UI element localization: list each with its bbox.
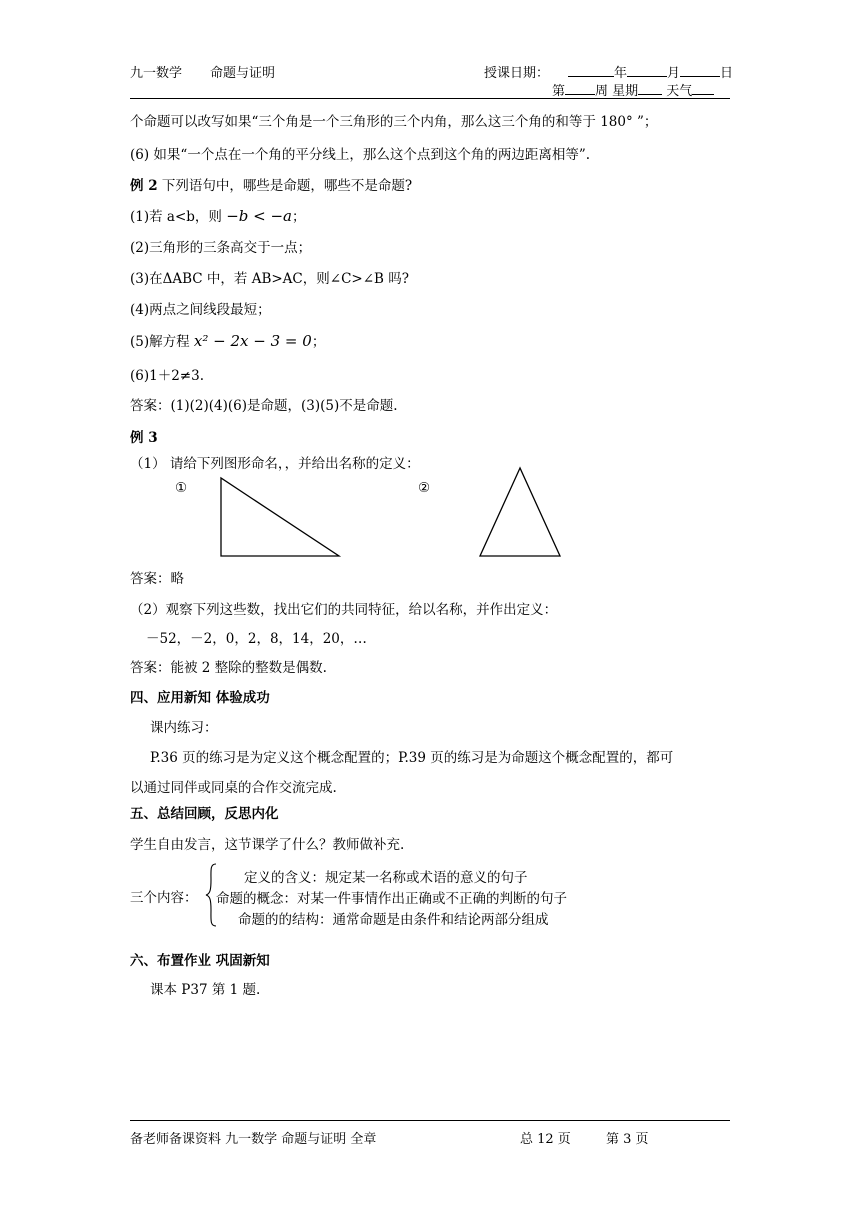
year-blank (568, 63, 614, 77)
isosceles-triangle-figure (474, 464, 566, 560)
example3-label: 例 3 (130, 430, 158, 446)
header-subject: 九一数学 (130, 66, 183, 81)
footer-left: 备老师备课资料 九一数学 命题与证明 全章 (130, 1132, 377, 1147)
day-blank (680, 63, 720, 77)
header-topic: 命题与证明 (210, 66, 276, 81)
footer-total-pages: 总 12 页 (520, 1132, 571, 1147)
weather-blank (692, 81, 714, 95)
section5-item-structure: 命题的的结构：通常命题是由条件和结论两部分组成 (238, 912, 549, 928)
section5-item-concept: 命题的概念：对某一件事情作出正确或不正确的判断的句子 (216, 891, 567, 907)
section4-title: 四、应用新知 体验成功 (130, 690, 270, 706)
example2-item6: (6)1＋2≠3. (130, 368, 204, 384)
section5-paragraph: 学生自由发言，这节课学了什么？教师做补充. (130, 837, 405, 853)
example3-answer1: 答案：略 (130, 571, 184, 587)
section6-paragraph: 课本 P37 第 1 题. (150, 982, 261, 998)
week-blank (565, 81, 595, 95)
right-triangle-shape (221, 478, 339, 556)
example2-item1 (130, 205, 306, 225)
example2-item3: (3)在ΔABC 中，若 AB>AC，则∠C>∠B 吗? (130, 271, 409, 287)
example2-heading (130, 174, 412, 194)
example2-item2: (2)三角形的三条高交于一点； (130, 240, 312, 256)
week-prefix: 第 (552, 84, 566, 99)
example3-numbers: －52，－2，0，2，8，14，20，… (146, 631, 367, 647)
example3-answer2: 答案：能被 2 整除的整数是偶数. (130, 660, 327, 676)
footer-rule (130, 1120, 730, 1121)
example2-label: 例 2 (130, 178, 158, 194)
body-line1: 个命题可以改写如果“三个角是一个三角形的三个内角，那么这三个角的和等于 180° ”； (130, 114, 658, 130)
example2-answer: 答案：(1)(2)(4)(6)是命题，(3)(5)不是命题. (130, 398, 398, 414)
item5-text: (5)解方程 (130, 334, 190, 350)
month-blank (627, 63, 667, 77)
header-date-label: 授课日期： (484, 66, 550, 81)
section6-title: 六、布置作业 巩固新知 (130, 953, 270, 969)
example2-text: 下列语句中，哪些是命题，哪些不是命题? (161, 178, 413, 194)
section4-paragraph-line2: 以通过同伴或同桌的合作交流完成. (130, 780, 337, 796)
section4-subtitle: 课内练习： (150, 720, 218, 736)
item1-end: ； (292, 209, 306, 225)
figure1-marker: ① (175, 480, 188, 496)
item1-math: −b < −a (226, 207, 293, 225)
header-rule (130, 98, 730, 99)
figure2-marker: ② (418, 480, 431, 496)
isosceles-triangle-shape (480, 468, 560, 556)
section5-lead: 三个内容： (130, 890, 198, 906)
week-label: 周 星期 (595, 84, 639, 99)
right-triangle-figure (215, 474, 345, 560)
header-date-fields (568, 62, 733, 81)
month-label: 月 (667, 66, 681, 81)
section5-item-definition: 定义的含义：规定某一名称或术语的意义的句子 (244, 870, 528, 886)
footer-page-number: 第 3 页 (606, 1132, 649, 1147)
example3-question2: （2）观察下列这些数，找出它们的共同特征，给以名称，并作出定义： (130, 602, 558, 618)
item5-math: x² − 2x − 3 = 0 (193, 332, 312, 350)
day-label: 日 (720, 66, 734, 81)
example2-item4: (4)两点之间线段最短； (130, 302, 271, 318)
weekday-blank (638, 81, 662, 95)
example3-question1: （1） 请给下列图形命名，，并给出名称的定义： (130, 456, 420, 472)
example2-item5 (130, 330, 325, 350)
item1-text: (1)若 a<b，则 (130, 209, 222, 225)
body-line2: (6) 如果“一个点在一个角的平分线上，那么这个点到这个角的两边距离相等”. (130, 147, 591, 163)
item5-end: ； (311, 334, 326, 350)
section5-title: 五、总结回顾，反思内化 (130, 806, 279, 822)
section4-paragraph-line1: P.36 页的练习是为定义这个概念配置的；P.39 页的练习是为命题这个概念配置的，都可 (150, 750, 674, 766)
weather-label: 天气 (666, 84, 693, 99)
header-week-fields (552, 80, 714, 99)
year-label: 年 (614, 66, 628, 81)
